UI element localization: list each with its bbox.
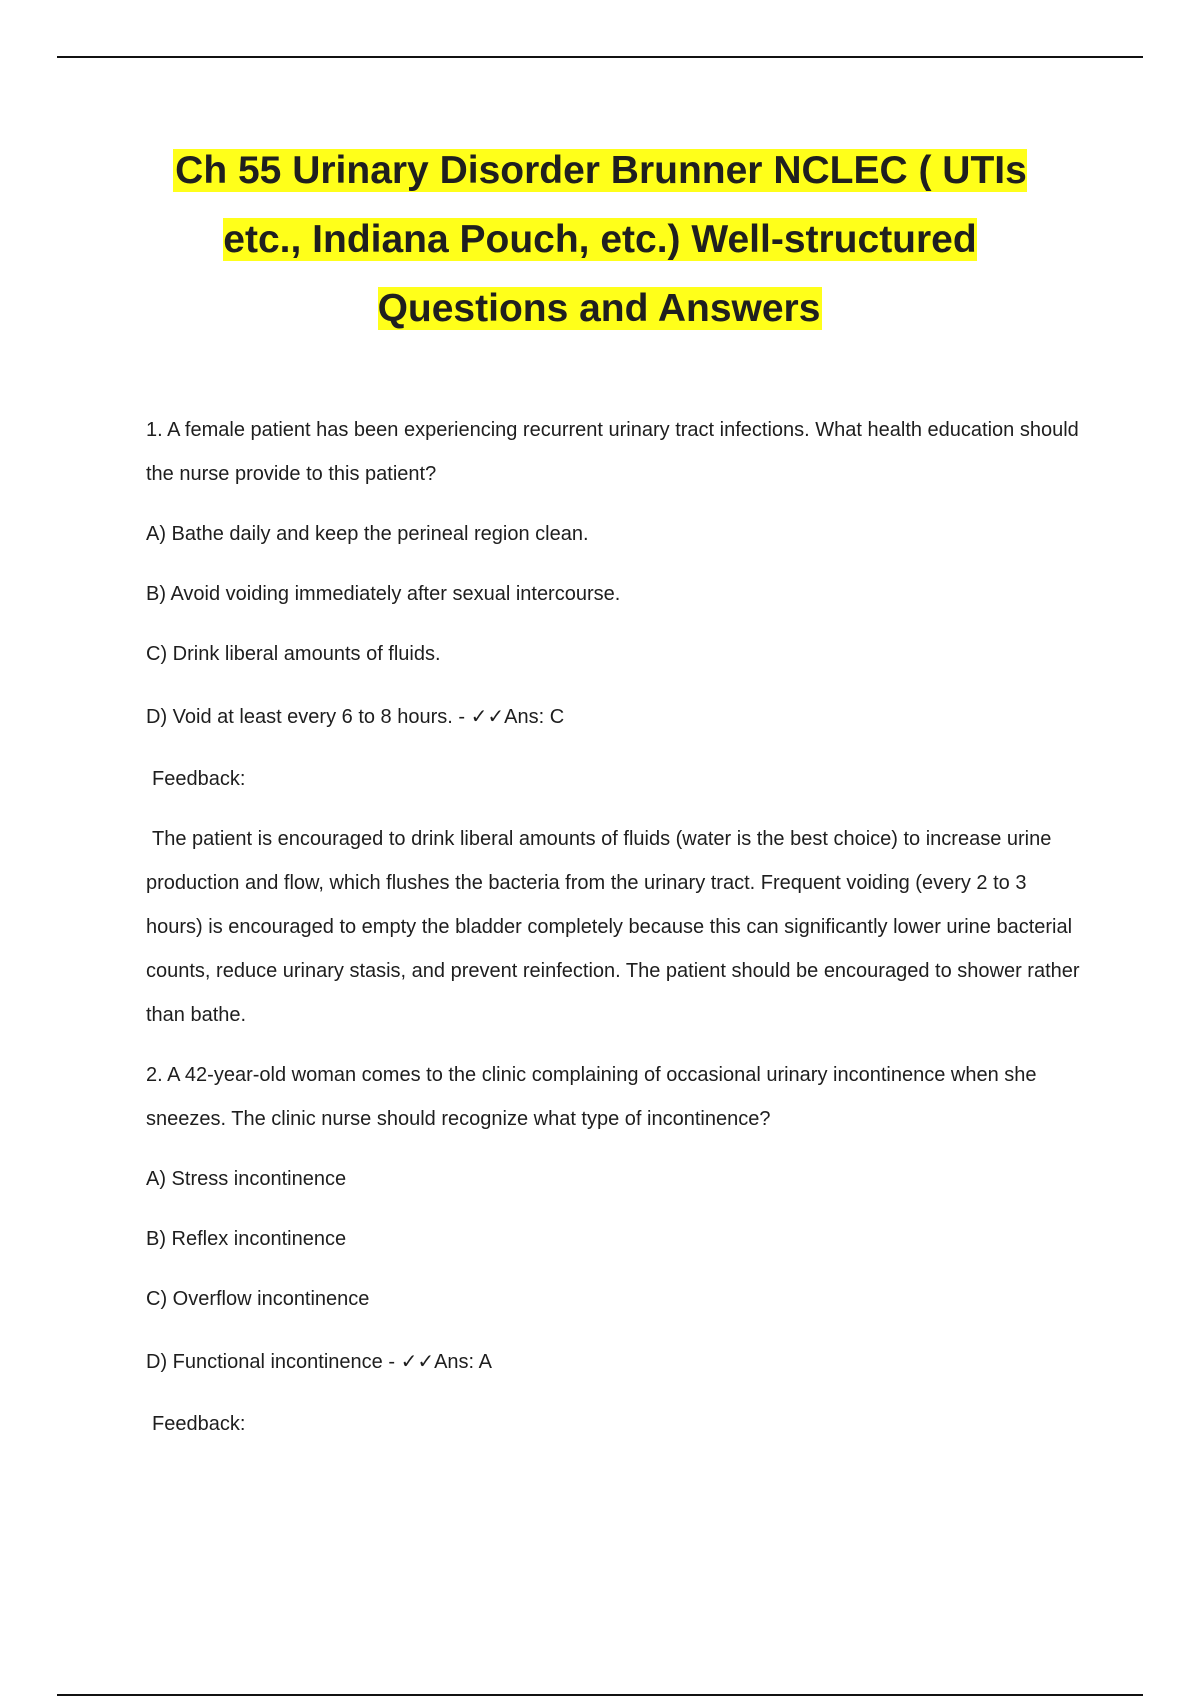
- question-1-option-a: A) Bathe daily and keep the perineal region clean.: [146, 523, 589, 545]
- top-rule: [57, 56, 1143, 58]
- title-highlight: Ch 55 Urinary Disorder Brunner NCLEC ( UTIs etc., Indiana Pouch, etc.) Well-structured Questions and Answers: [175, 149, 1027, 330]
- document-body: [146, 408, 1086, 1462]
- question-2-option-d: [146, 1337, 1086, 1386]
- question-1-feedback-text: The patient is encouraged to drink liberal amounts of fluids (water is the best choice) to increase urine production and flow, which flushes the bacteria from the urinary tract. Frequent voiding (every 2 to 3 hours) is encouraged to empty the bladder completely because this can significantly lower urine bacterial counts, reduce urinary stasis, and prevent reinfection. The patient should be encouraged to shower rather than bathe.: [146, 828, 1080, 1026]
- question-1-feedback: [146, 817, 1086, 1037]
- question-2-option-c: C) Overflow incontinence: [146, 1288, 370, 1310]
- question-2-option-a: A) Stress incontinence: [146, 1168, 347, 1190]
- question-2-option-b: B) Reflex incontinence: [146, 1228, 347, 1250]
- bottom-rule: [57, 1694, 1143, 1696]
- question-1-text: 1. A female patient has been experiencing recurrent urinary tract infections. What health education should the nurse provide to this patient?: [146, 419, 1079, 485]
- question-1-answer: Ans: C: [504, 706, 565, 728]
- question-1-option-b: B) Avoid voiding immediately after sexual intercourse.: [146, 583, 621, 605]
- check-mark-icon: ✓✓: [470, 704, 505, 728]
- question-1-option-d: [146, 692, 1086, 741]
- question-2-feedback-label: Feedback:: [152, 1413, 246, 1435]
- question-2-answer: Ans: A: [434, 1351, 492, 1373]
- question-1-option-c: C) Drink liberal amounts of fluids.: [146, 643, 441, 665]
- question-2-text: 2. A 42-year-old woman comes to the clinic complaining of occasional urinary incontinence when she sneezes. The clinic nurse should recognize what type of incontinence?: [146, 1064, 1037, 1130]
- question-2-option-d-text: D) Functional incontinence -: [146, 1351, 396, 1373]
- document-title: [150, 136, 1050, 343]
- check-mark-icon: ✓✓: [400, 1349, 435, 1373]
- question-1-feedback-label: Feedback:: [152, 768, 246, 790]
- question-1-option-d-text: D) Void at least every 6 to 8 hours. -: [146, 706, 466, 728]
